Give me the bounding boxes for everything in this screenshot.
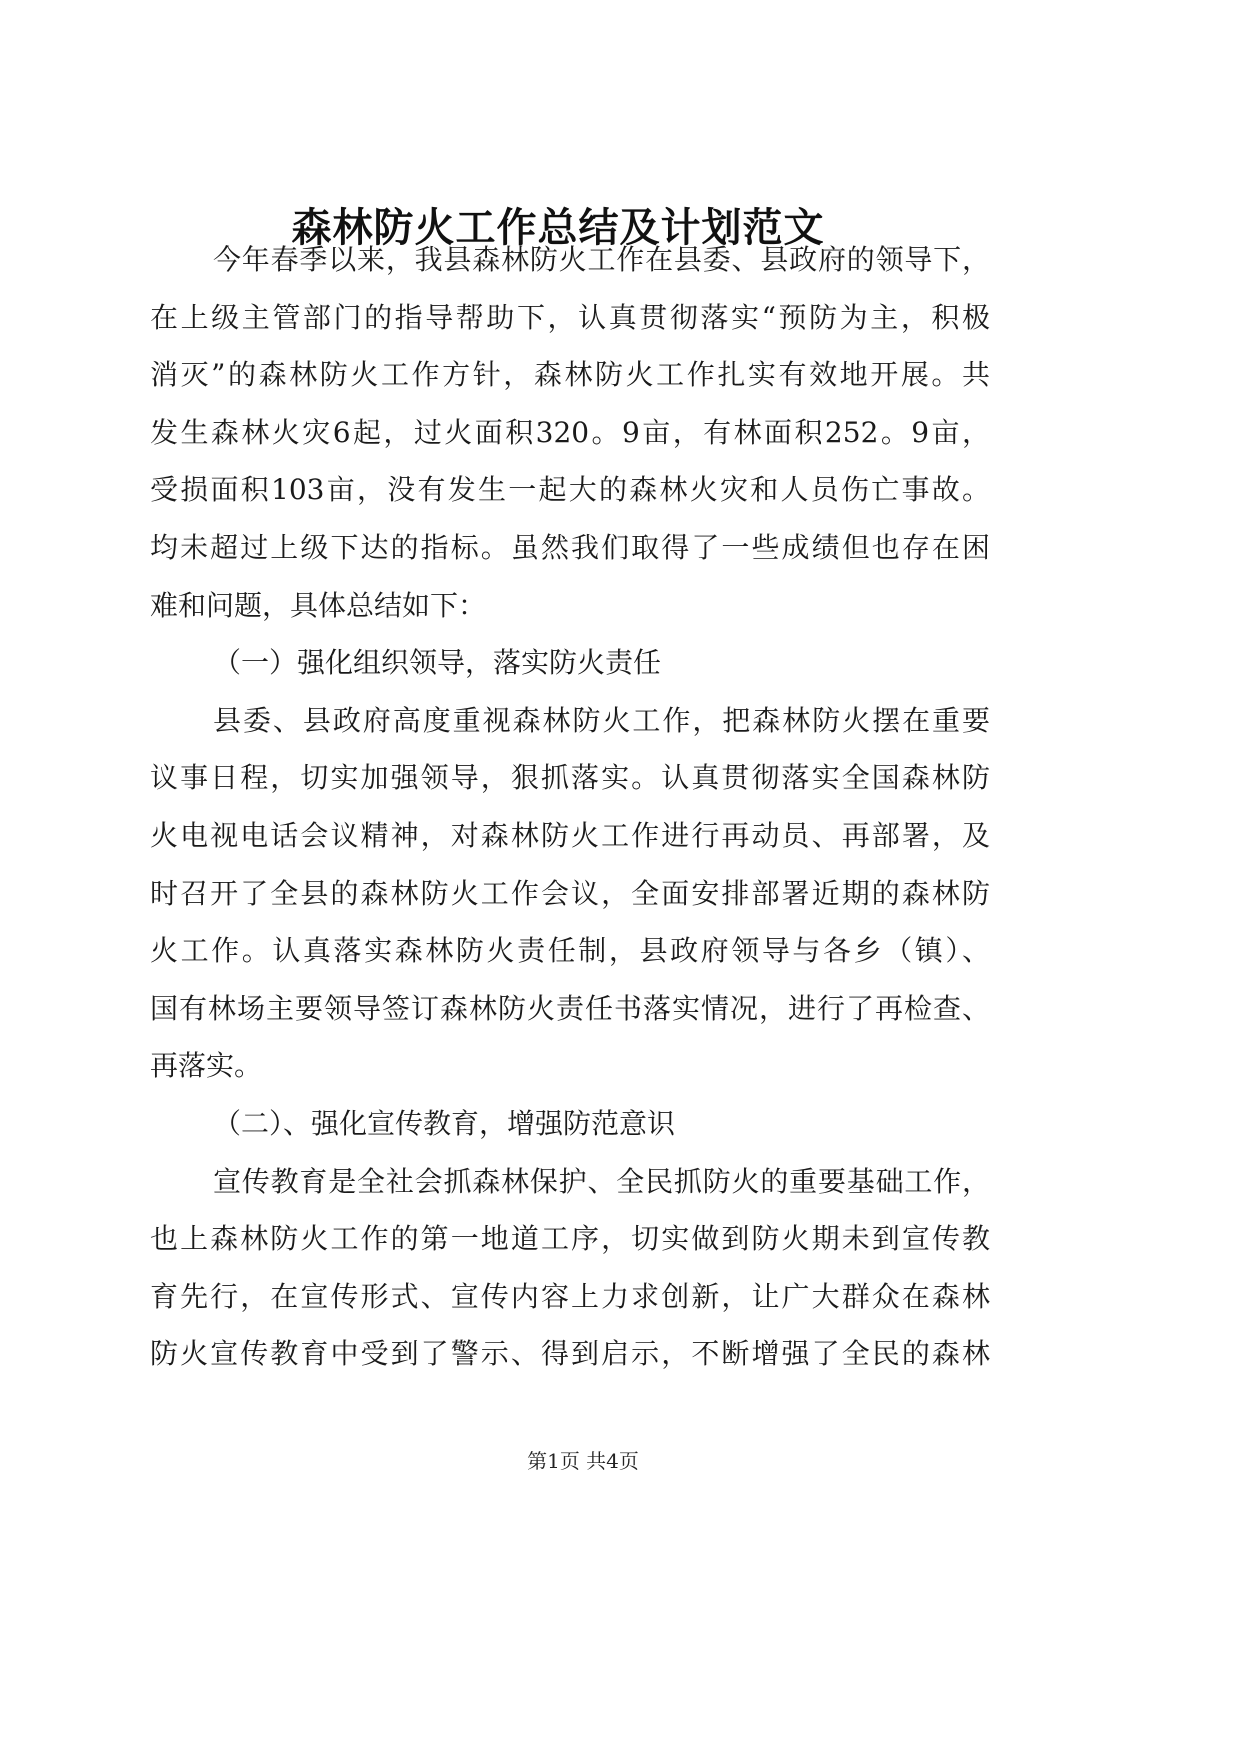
section-heading-2: （二）、强化宣传教育，增强防范意识 — [213, 1106, 676, 1140]
paragraph-line: 在上级主管部门的指导帮助下，认真贯彻落实“预防为主，积极 — [150, 300, 990, 334]
paragraph-line: 再落实。 — [150, 1049, 263, 1083]
paragraph-1 — [150, 231, 990, 634]
paragraph-2 — [150, 692, 990, 1095]
paragraph-3 — [150, 1153, 990, 1383]
paragraph-line: 育先行，在宣传形式、宣传内容上力求创新，让广大群众在森林 — [150, 1279, 990, 1313]
paragraph-line: 火电视电话会议精神，对森林防火工作进行再动员、再部署，及 — [150, 818, 990, 852]
paragraph-line: 均未超过上级下达的指标。虽然我们取得了一些成绩但也存在困 — [150, 530, 990, 564]
paragraph-line: 难和问题，具体总结如下： — [150, 588, 487, 622]
paragraph-line: 发生森林火灾6起，过火面积320。9亩，有林面积252。9亩， — [150, 415, 990, 449]
section-heading-1: （一）强化组织领导，落实防火责任 — [213, 646, 662, 680]
paragraph-line: 宣传教育是全社会抓森林保护、全民抓防火的重要基础工作， — [213, 1164, 990, 1198]
paragraph-line: 今年春季以来，我县森林防火工作在县委、县政府的领导下， — [213, 243, 990, 276]
paragraph-line: 时召开了全县的森林防火工作会议，全面安排部署近期的森林防 — [150, 876, 990, 910]
paragraph-line: 受损面积103亩，没有发生一起大的森林火灾和人员伤亡事故。 — [150, 473, 990, 507]
paragraph-line: 也上森林防火工作的第一地道工序，切实做到防火期未到宣传教 — [150, 1222, 990, 1256]
paragraph-line: 防火宣传教育中受到了警示、得到启示，不断增强了全民的森林 — [150, 1337, 990, 1371]
paragraph-line: 议事日程，切实加强领导，狠抓落实。认真贯彻落实全国森林防 — [150, 761, 990, 795]
paragraph-line: 消灭”的森林防火工作方针，森林防火工作扎实有效地开展。共 — [150, 358, 990, 392]
paragraph-line: 国有林场主要领导签订森林防火责任书落实情况，进行了再检查、 — [150, 991, 990, 1025]
document-title: 森林防火工作总结及计划范文 — [291, 204, 825, 251]
page-footer: 第1页 共4页 — [527, 1449, 639, 1473]
document-body — [150, 231, 990, 1383]
paragraph-line: 火工作。认真落实森林防火责任制，县政府领导与各乡（镇）、 — [150, 934, 990, 968]
paragraph-line: 县委、县政府高度重视森林防火工作，把森林防火摆在重要 — [213, 703, 990, 737]
